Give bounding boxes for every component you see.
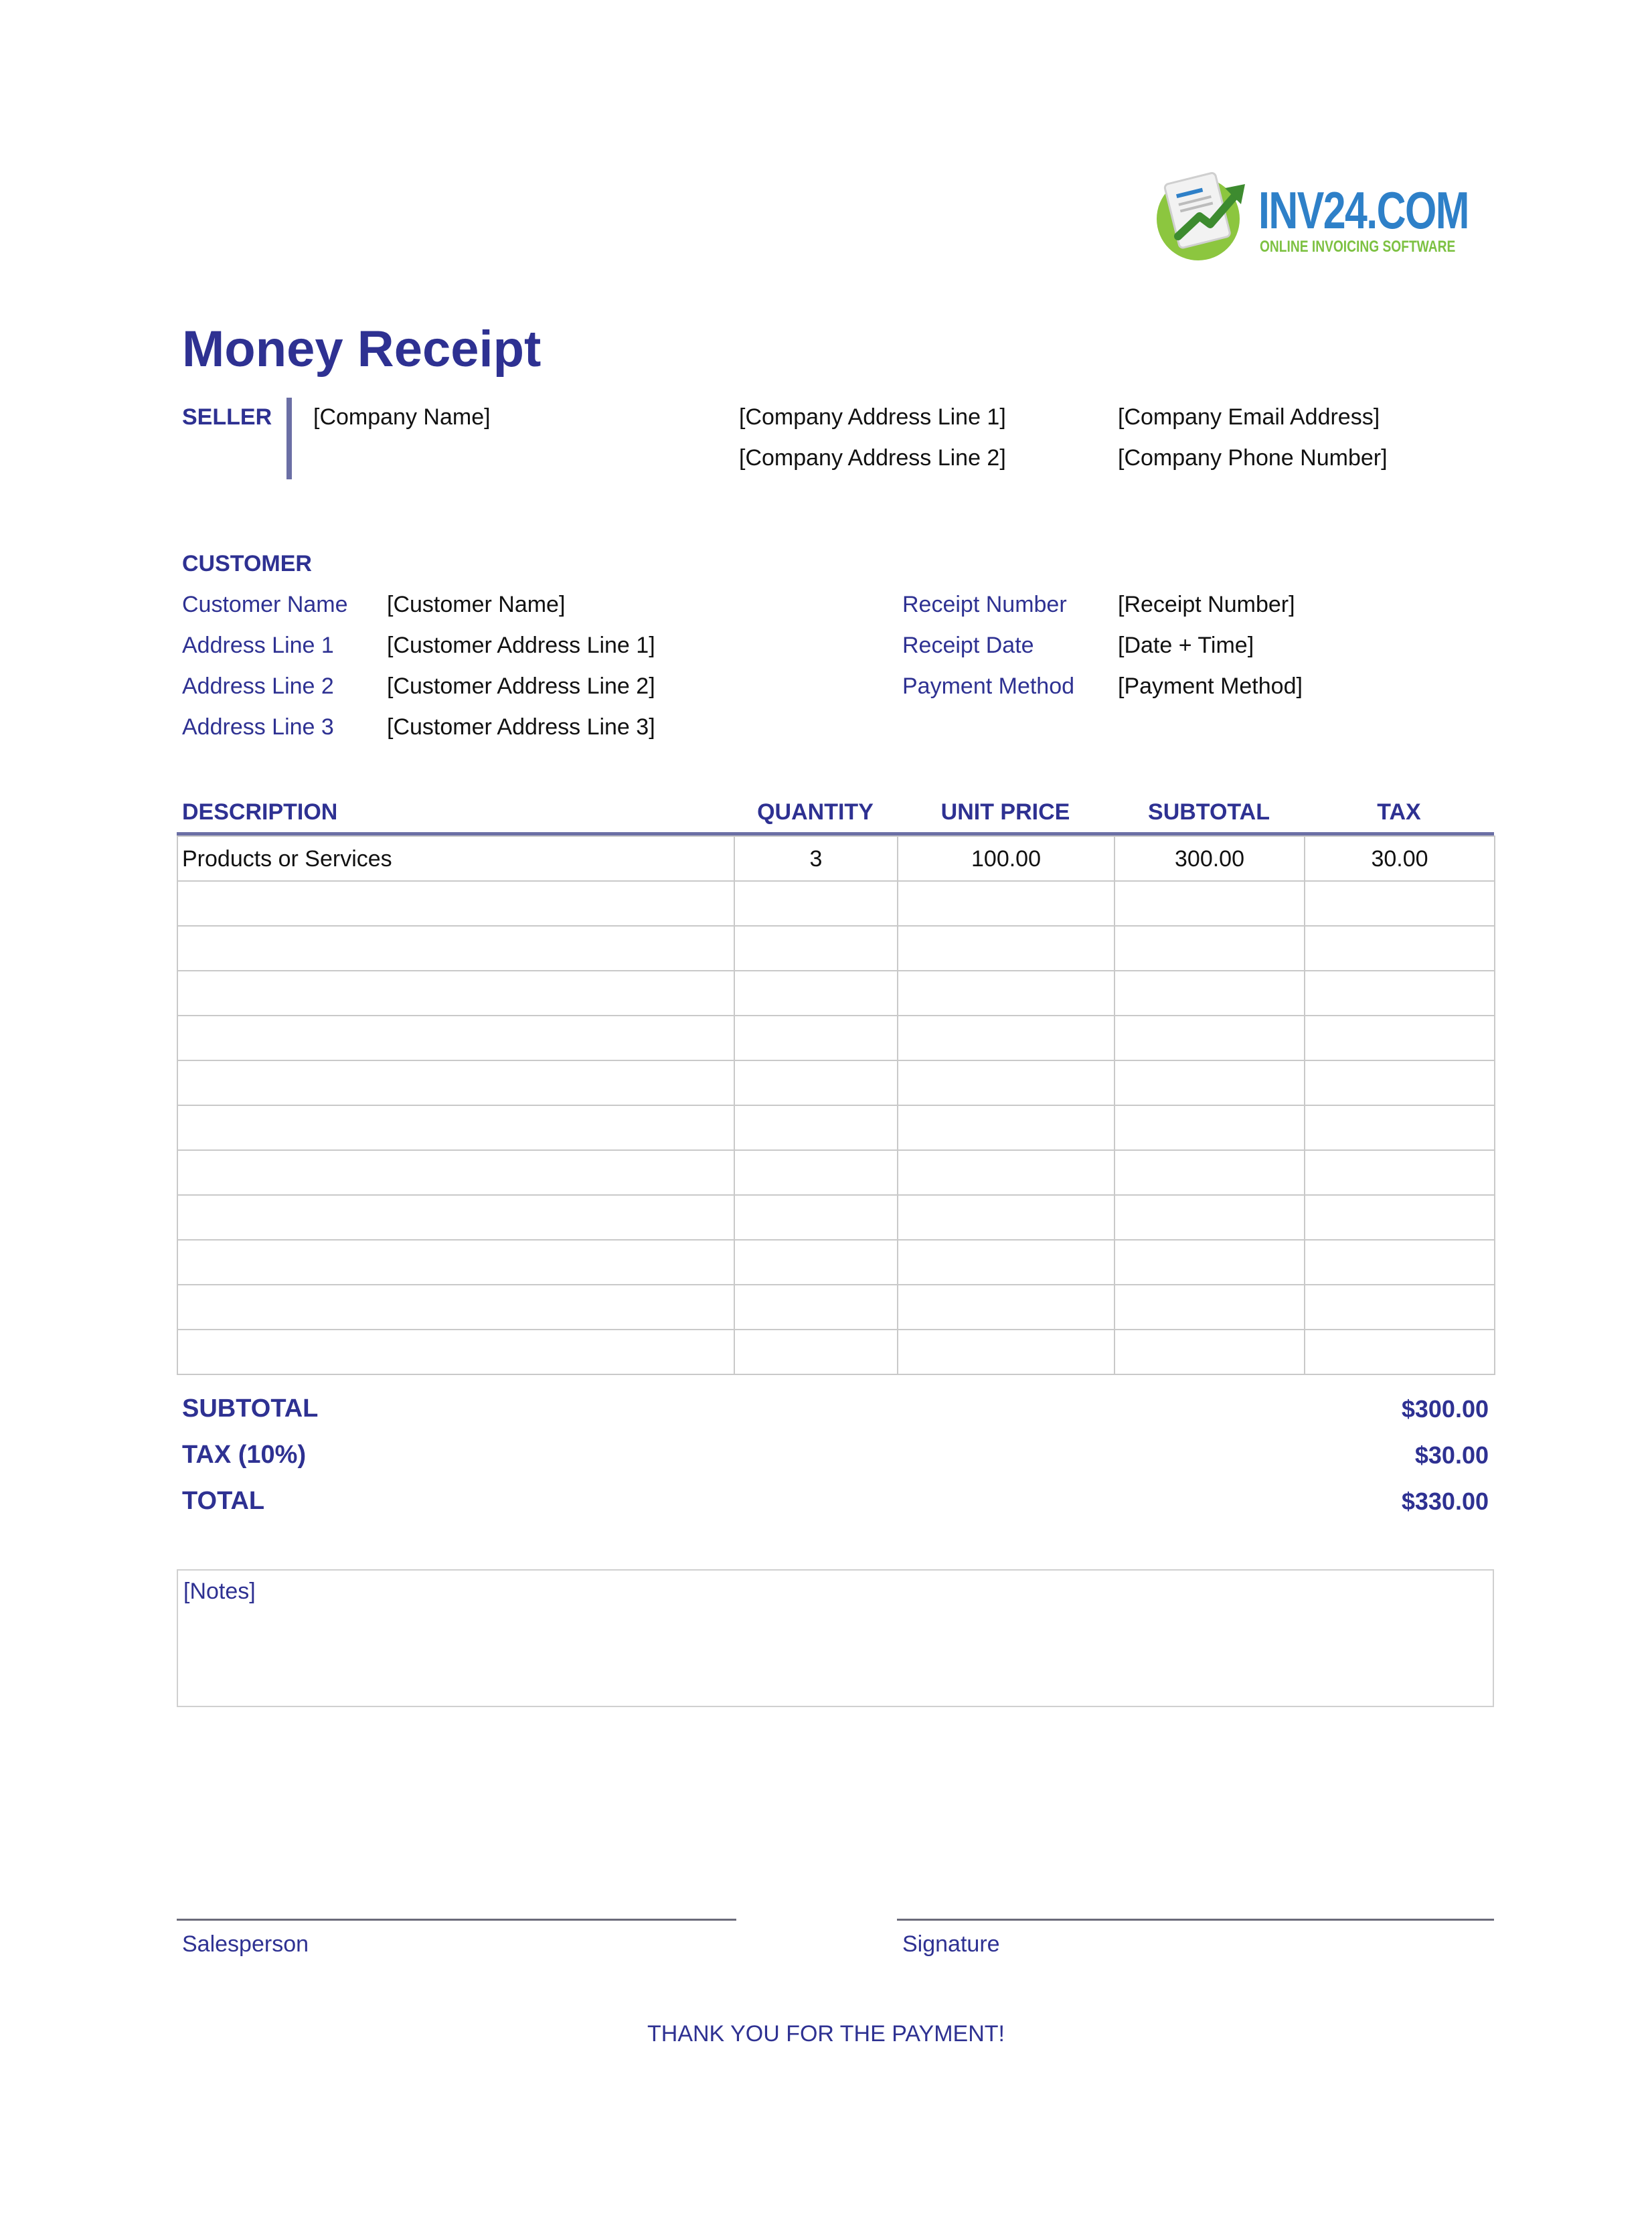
cell-description[interactable] [177,1105,734,1150]
receipt-number-label: Receipt Number [902,592,1067,617]
cell-tax[interactable] [1305,926,1495,971]
logo-brand-text: INV24.COM [1258,181,1469,240]
receipt-date-label: Receipt Date [902,633,1034,658]
cell-unit-price[interactable]: 100.00 [898,836,1114,881]
cell-unit-price[interactable] [898,1285,1114,1330]
seller-address-line-1: [Company Address Line 1] [739,404,1006,430]
seller-email: [Company Email Address] [1118,404,1380,430]
cell-quantity[interactable] [734,1150,898,1195]
cell-quantity[interactable] [734,1195,898,1240]
cell-unit-price[interactable] [898,1016,1114,1060]
customer-address-1-value: [Customer Address Line 1] [387,633,655,658]
cell-quantity[interactable] [734,1060,898,1105]
cell-tax[interactable] [1305,1105,1495,1150]
cell-description[interactable] [177,1016,734,1060]
cell-subtotal[interactable] [1114,1330,1305,1374]
cell-tax[interactable] [1305,1285,1495,1330]
cell-quantity[interactable]: 3 [734,836,898,881]
company-logo [1151,164,1469,271]
invoice-growth-icon [1151,164,1252,264]
table-row [177,1195,1495,1240]
cell-quantity[interactable] [734,1240,898,1285]
cell-subtotal[interactable] [1114,1105,1305,1150]
cell-description[interactable]: Products or Services [177,836,734,881]
receipt-number-value: [Receipt Number] [1118,592,1295,617]
table-row [177,1016,1495,1060]
total-label: TOTAL [182,1487,265,1515]
thank-you-message: THANK YOU FOR THE PAYMENT! [647,2021,1005,2047]
cell-description[interactable] [177,926,734,971]
cell-tax[interactable] [1305,971,1495,1016]
cell-description[interactable] [177,1330,734,1374]
cell-subtotal[interactable] [1114,1016,1305,1060]
customer-address-1-label: Address Line 1 [182,633,334,658]
cell-quantity[interactable] [734,1016,898,1060]
cell-tax[interactable] [1305,1060,1495,1105]
cell-quantity[interactable] [734,926,898,971]
receipt-date-value: [Date + Time] [1118,633,1254,658]
column-header-description: DESCRIPTION [182,799,338,825]
cell-tax[interactable] [1305,1330,1495,1374]
cell-tax[interactable] [1305,881,1495,926]
table-row [177,1060,1495,1105]
salesperson-label: Salesperson [182,1931,309,1957]
customer-name-value: [Customer Name] [387,592,566,617]
cell-subtotal[interactable] [1114,971,1305,1016]
table-row [177,836,1495,881]
seller-company-name: [Company Name] [313,404,491,430]
cell-subtotal[interactable] [1114,881,1305,926]
cell-subtotal[interactable]: 300.00 [1114,836,1305,881]
cell-quantity[interactable] [734,1330,898,1374]
column-header-subtotal: SUBTOTAL [1148,799,1270,825]
cell-unit-price[interactable] [898,1240,1114,1285]
payment-method-value: [Payment Method] [1118,673,1303,699]
cell-unit-price[interactable] [898,1105,1114,1150]
column-header-tax: TAX [1377,799,1421,825]
table-row [177,1285,1495,1330]
cell-unit-price[interactable] [898,971,1114,1016]
logo-tagline: ONLINE INVOICING SOFTWARE [1260,238,1456,256]
tax-label: TAX (10%) [182,1441,307,1469]
cell-subtotal[interactable] [1114,926,1305,971]
page-title: Money Receipt [182,321,542,378]
table-row [177,881,1495,926]
salesperson-signature-line [177,1919,736,1921]
cell-description[interactable] [177,1150,734,1195]
customer-name-label: Customer Name [182,592,348,617]
total-value: $330.00 [1401,1488,1489,1515]
cell-description[interactable] [177,1285,734,1330]
subtotal-value: $300.00 [1401,1395,1489,1423]
cell-unit-price[interactable] [898,1150,1114,1195]
cell-description[interactable] [177,1060,734,1105]
column-header-quantity: QUANTITY [757,799,874,825]
cell-description[interactable] [177,881,734,926]
table-row [177,971,1495,1016]
payment-method-label: Payment Method [902,673,1075,699]
cell-description[interactable] [177,1195,734,1240]
cell-subtotal[interactable] [1114,1195,1305,1240]
cell-unit-price[interactable] [898,1195,1114,1240]
column-header-unit-price: UNIT PRICE [940,799,1070,825]
seller-phone: [Company Phone Number] [1118,445,1388,471]
subtotal-label: SUBTOTAL [182,1394,319,1423]
cell-tax[interactable] [1305,1195,1495,1240]
cell-quantity[interactable] [734,1105,898,1150]
table-row [177,1150,1495,1195]
seller-address-line-2: [Company Address Line 2] [739,445,1006,471]
notes-box[interactable] [177,1569,1494,1707]
notes-text: [Notes] [183,1579,256,1604]
table-row [177,1330,1495,1374]
seller-label: SELLER [182,404,272,430]
cell-tax[interactable] [1305,1240,1495,1285]
customer-address-3-value: [Customer Address Line 3] [387,714,655,740]
cell-tax[interactable] [1305,1016,1495,1060]
cell-unit-price[interactable] [898,1330,1114,1374]
customer-address-3-label: Address Line 3 [182,714,334,740]
cell-quantity[interactable] [734,1285,898,1330]
cell-quantity[interactable] [734,881,898,926]
cell-quantity[interactable] [734,971,898,1016]
table-row [177,1240,1495,1285]
cell-unit-price[interactable] [898,1060,1114,1105]
cell-subtotal[interactable] [1114,1285,1305,1330]
cell-unit-price[interactable] [898,881,1114,926]
cell-subtotal[interactable] [1114,1150,1305,1195]
cell-subtotal[interactable] [1114,1240,1305,1285]
cell-description[interactable] [177,971,734,1016]
customer-address-2-label: Address Line 2 [182,673,334,699]
tax-value: $30.00 [1414,1441,1489,1469]
seller-divider [286,398,292,479]
signature-line [897,1919,1494,1921]
table-row [177,926,1495,971]
cell-tax[interactable]: 30.00 [1305,836,1495,881]
items-table [177,835,1495,1375]
signature-label: Signature [902,1931,1000,1957]
customer-heading: CUSTOMER [182,551,312,576]
customer-address-2-value: [Customer Address Line 2] [387,673,655,699]
cell-tax[interactable] [1305,1150,1495,1195]
cell-description[interactable] [177,1240,734,1285]
cell-unit-price[interactable] [898,926,1114,971]
table-row [177,1105,1495,1150]
cell-subtotal[interactable] [1114,1060,1305,1105]
